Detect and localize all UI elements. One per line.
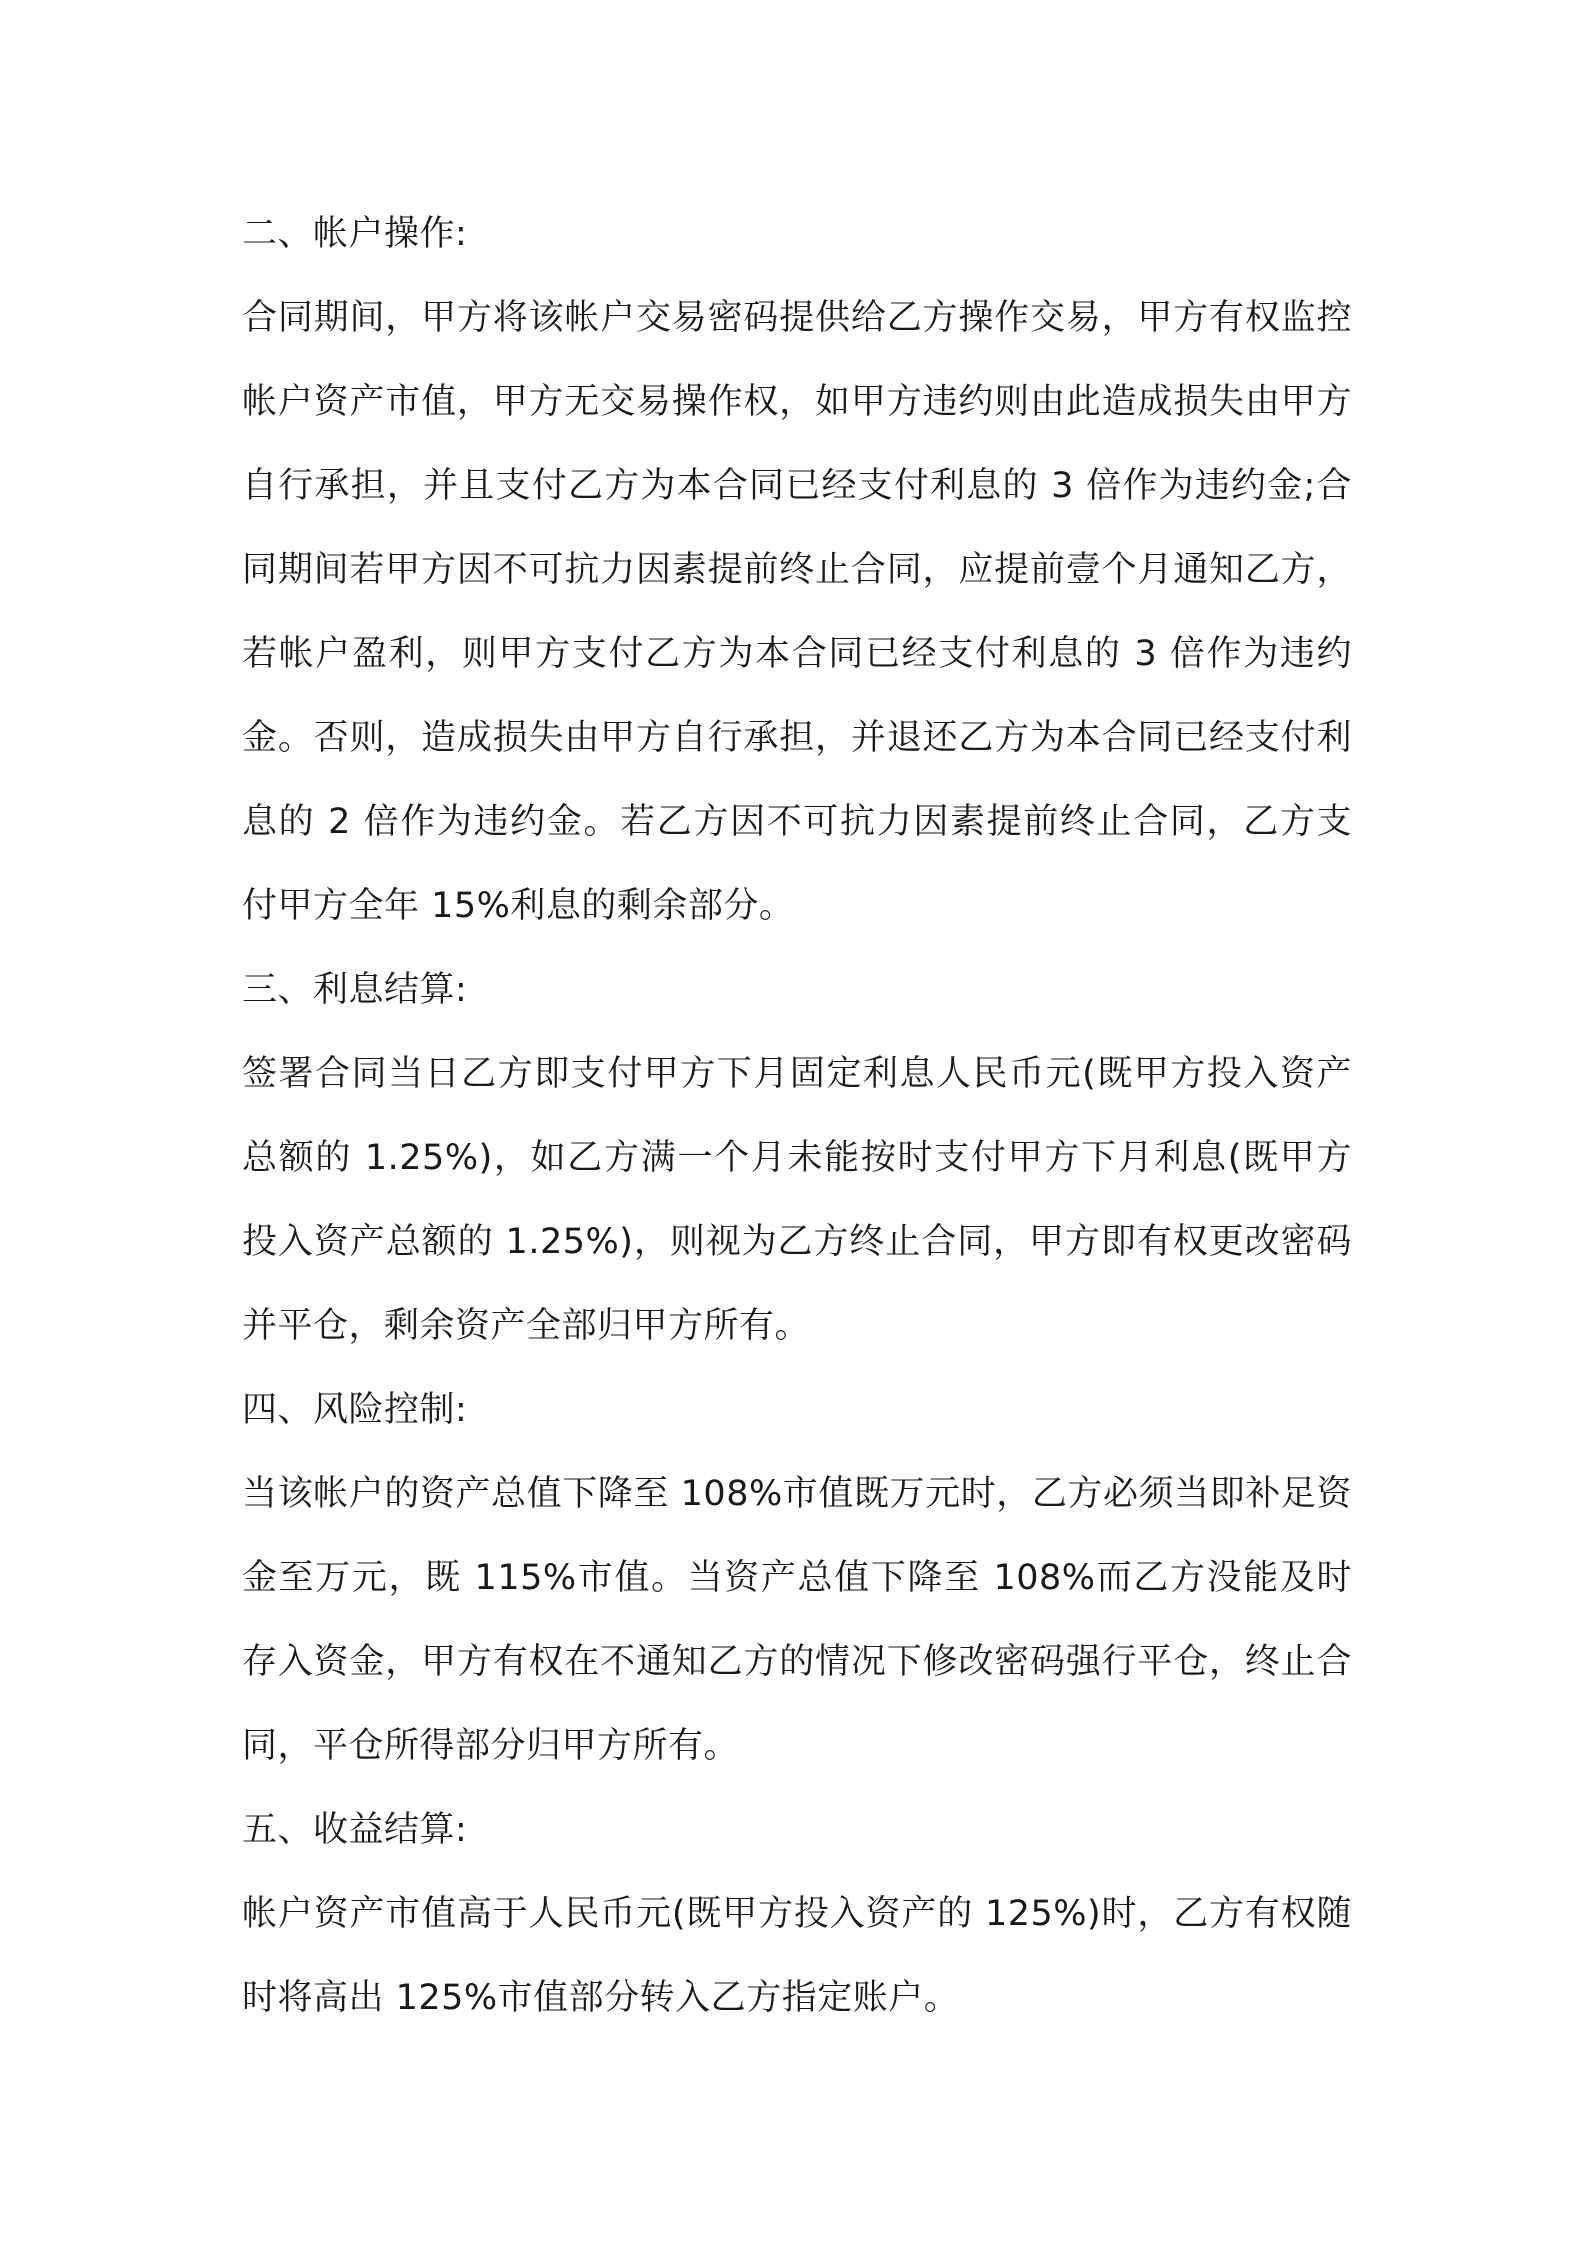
section-heading: 四、风险控制: xyxy=(242,1390,468,1430)
section-heading: 三、利息结算: xyxy=(242,970,468,1010)
section-paragraph: 帐户资产市值高于人民币元(既甲方投入资产的 125%)时，乙方有权随时将高出 125%市值部分转入乙方指定账户。 xyxy=(242,1894,1352,2018)
section-risk-control xyxy=(242,1368,1352,1788)
section-paragraph: 合同期间，甲方将该帐户交易密码提供给乙方操作交易，甲方有权监控帐户资产市值，甲方无交易操作权，如甲方违约则由此造成损失由甲方自行承担，并且支付乙方为本合同已经支付利息的 3 倍作为违约金;合同期间若甲方因不可抗力因素提前终止合同，应提前壹个月通知乙方，若帐户盈利，则甲方支付乙方为本合同已经支付利息的 3 倍作为违约金。否则，造成损失由甲方自行承担，并退还乙方为本合同已经支付利息的 2 倍作为违约金。若乙方因不可抗力因素提前终止合同，乙方支付甲方全年 15%利息的剩余部分。 xyxy=(242,298,1352,926)
section-heading: 二、帐户操作: xyxy=(242,214,468,254)
section-heading: 五、收益结算: xyxy=(242,1810,468,1850)
section-interest-settlement xyxy=(242,948,1352,1368)
section-profit-settlement xyxy=(242,1788,1352,2040)
section-paragraph: 当该帐户的资产总值下降至 108%市值既万元时，乙方必须当即补足资金至万元，既 115%市值。当资产总值下降至 108%而乙方没能及时存入资金，甲方有权在不通知乙方的情况下修改密码强行平仓，终止合同，平仓所得部分归甲方所有。 xyxy=(242,1474,1352,1766)
section-paragraph: 签署合同当日乙方即支付甲方下月固定利息人民币元(既甲方投入资产总额的 1.25%)，如乙方满一个月未能按时支付甲方下月利息(既甲方投入资产总额的 1.25%)，则视为乙方终止合同，甲方即有权更改密码并平仓，剩余资产全部归甲方所有。 xyxy=(242,1054,1352,1346)
section-account-operation xyxy=(242,192,1352,948)
document-body xyxy=(242,192,1352,2040)
